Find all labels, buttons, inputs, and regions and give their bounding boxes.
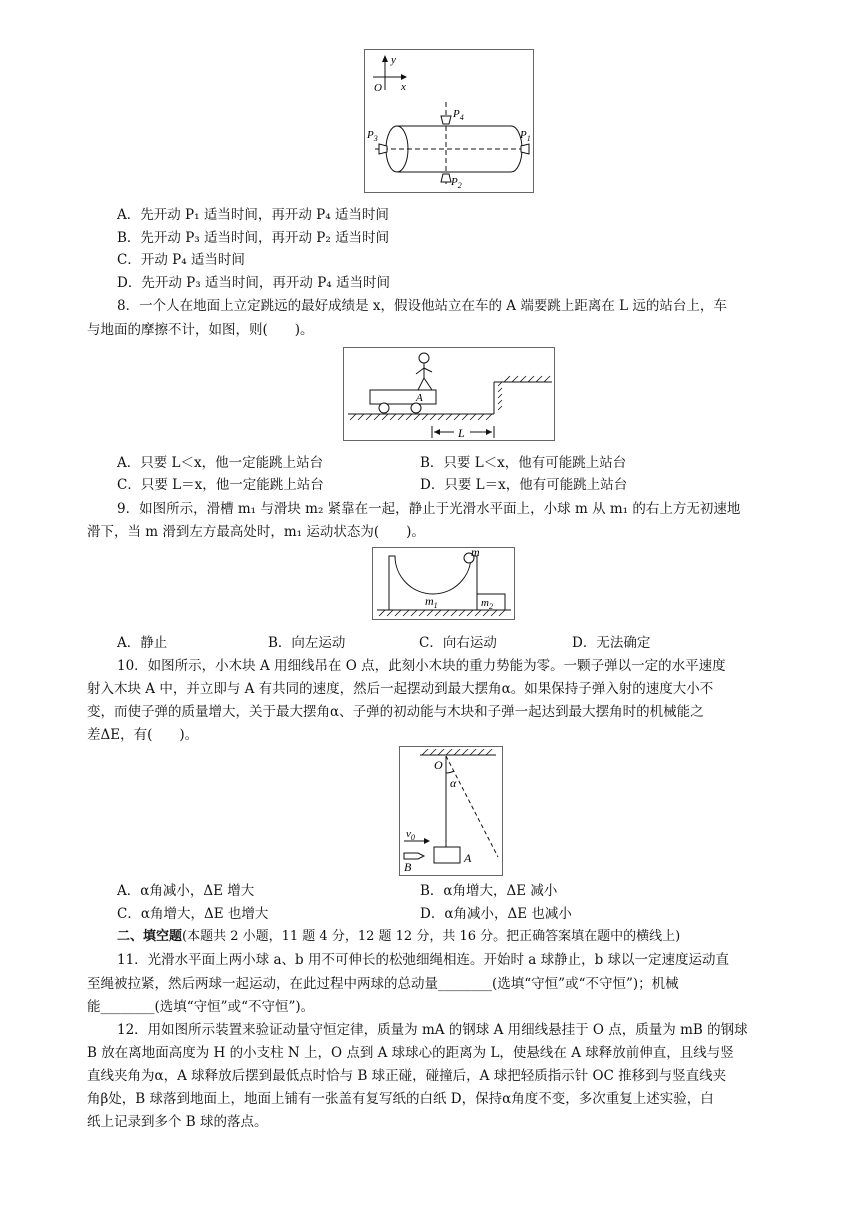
- axis-y-label: y: [391, 54, 396, 66]
- q11-stem-line3: 能________(选填“守恒”或“不守恒”)。: [87, 999, 315, 1015]
- q9-option-b: B．向左运动: [268, 635, 346, 651]
- q10-stem-line4: 差ΔE，有( )。: [87, 727, 199, 743]
- origin-label: O: [374, 82, 382, 94]
- section2-note: (本题共 2 小题，11 题 4 分，12 题 12 分，共 16 分。把正确答案填在题中的横线上): [182, 929, 681, 944]
- q9-option-a: A．静止: [117, 635, 168, 651]
- fig9-m-label: m: [471, 548, 480, 559]
- q7-option-d: D．先开动 P₃ 适当时间，再开动 P₄ 适当时间: [117, 275, 390, 291]
- fig9-m2-label: $m_2$: [481, 597, 493, 611]
- q10-option-a: A．α角减小，ΔE 增大: [117, 883, 255, 899]
- q10-stem-line1: 10．如图所示，小木块 A 用细线吊在 O 点，此刻小木块的重力势能为零。一颗子弹以一定的水平速度: [117, 658, 726, 674]
- q12-stem-line2: B 放在离地面高度为 H 的小支柱 N 上，O 点到 A 球球心的距离为 L，使悬线在 A 球释放前伸直，且线与竖: [87, 1045, 734, 1061]
- fig10-v0-label: $v_0$: [406, 828, 415, 842]
- p4-label: $P_4$: [453, 108, 464, 122]
- q7-option-c: C．开动 P₄ 适当时间: [117, 252, 245, 268]
- q8-option-b: B．只要 L＜x，他有可能跳上站台: [420, 455, 627, 471]
- q12-stem-line5: 纸上记录到多个 B 球的落点。: [87, 1114, 268, 1130]
- q11-stem-line1: 11．光滑水平面上两小球 a、b 用不可伸长的松弛细绳相连。开始时 a 球静止，b 球以一定速度运动直: [117, 952, 730, 968]
- figure-q10-svg: [400, 747, 502, 875]
- q7-option-b: B．先开动 P₃ 适当时间，再开动 P₂ 适当时间: [117, 230, 390, 246]
- section2-title: 二、填空题: [117, 929, 183, 944]
- q7-option-a: A．先开动 P₁ 适当时间，再开动 P₄ 适当时间: [117, 207, 389, 223]
- fig8-l-label: L: [458, 426, 465, 440]
- q8-option-a: A．只要 L＜x，他一定能跳上站台: [117, 455, 324, 471]
- figure-q9-svg: [373, 548, 514, 619]
- q8-option-d: D．只要 L＝x，他有可能跳上站台: [420, 477, 628, 493]
- q10-option-c: C．α角增大，ΔE 也增大: [117, 906, 269, 922]
- axis-x-label: x: [401, 81, 406, 93]
- section2-heading: [117, 927, 680, 947]
- q12-stem-line4: 角β处，B 球落到地面上，地面上铺有一张盖有复写纸的白纸 D，保持α角度不变，多次重复上述实验，白: [87, 1091, 714, 1107]
- q8-stem-line1: 8．一个人在地面上立定跳远的最好成绩是 x，假设他站立在车的 A 端要跳上距离在 L 远的站台上，车: [117, 298, 727, 314]
- q10-option-d: D．α角减小，ΔE 也减小: [420, 906, 572, 922]
- p2-label: $P_2$: [451, 176, 462, 190]
- q10-stem-line3: 变，而使子弹的质量增大，关于最大摆角α、子弹的初动能与木块和子弹一起达到最大摆角时的机械能之: [87, 704, 704, 720]
- q9-option-c: C．向右运动: [419, 635, 497, 651]
- q9-option-d: D．无法确定: [572, 635, 651, 651]
- fig10-o-label: O: [434, 758, 443, 772]
- fig9-m1-label: $m_1$: [425, 594, 438, 610]
- q10-stem-line2: 射入木块 A 中，并立即与 A 有共同的速度，然后一起摆动到最大摆角α。如果保持子弹入射的速度大小不: [87, 681, 714, 697]
- figure-q7-svg: [365, 50, 533, 192]
- figure-q8-cart-jump: [343, 347, 555, 441]
- q8-stem-line2: 与地面的摩擦不计，如图，则( )。: [87, 322, 314, 338]
- q9-stem-line1: 9．如图所示，滑槽 m₁ 与滑块 m₂ 紧靠在一起，静止于光滑水平面上，小球 m 从 m₁ 的右上方无初速地: [117, 501, 741, 517]
- q12-stem-line1: 12．用如图所示装置来验证动量守恒定律，质量为 mA 的钢球 A 用细线悬挂于 O 点，质量为 mB 的钢球: [117, 1022, 748, 1038]
- figure-q7-spacecraft: [364, 49, 534, 193]
- figure-q10-pendulum: [399, 746, 503, 876]
- q8-option-c: C．只要 L＝x，他一定能跳上站台: [117, 477, 324, 493]
- q12-stem-line3: 直线夹角为α，A 球释放后摆到最低点时恰与 B 球正碰，碰撞后，A 球把轻质指示针 OC 推移到与竖直线夹: [87, 1068, 727, 1084]
- p3-label: $P_3$: [367, 129, 378, 143]
- fig8-a-label: A: [416, 392, 423, 404]
- q11-stem-line2: 至绳被拉紧，然后两球一起运动，在此过程中两球的总动量________(选填“守恒”或“不守恒”)；机械: [87, 976, 679, 992]
- fig10-alpha-label: α: [450, 776, 457, 790]
- fig10-b-label: B: [404, 860, 412, 874]
- q9-stem-line2: 滑下，当 m 滑到左方最高处时，m₁ 运动状态为( )。: [87, 524, 425, 540]
- fig10-a-label: A: [464, 851, 472, 865]
- p1-label: $P_1$: [520, 129, 531, 143]
- figure-q9-slide-groove: [372, 547, 515, 620]
- q10-option-b: B．α角增大，ΔE 减小: [420, 883, 558, 899]
- figure-q8-svg: [344, 348, 554, 440]
